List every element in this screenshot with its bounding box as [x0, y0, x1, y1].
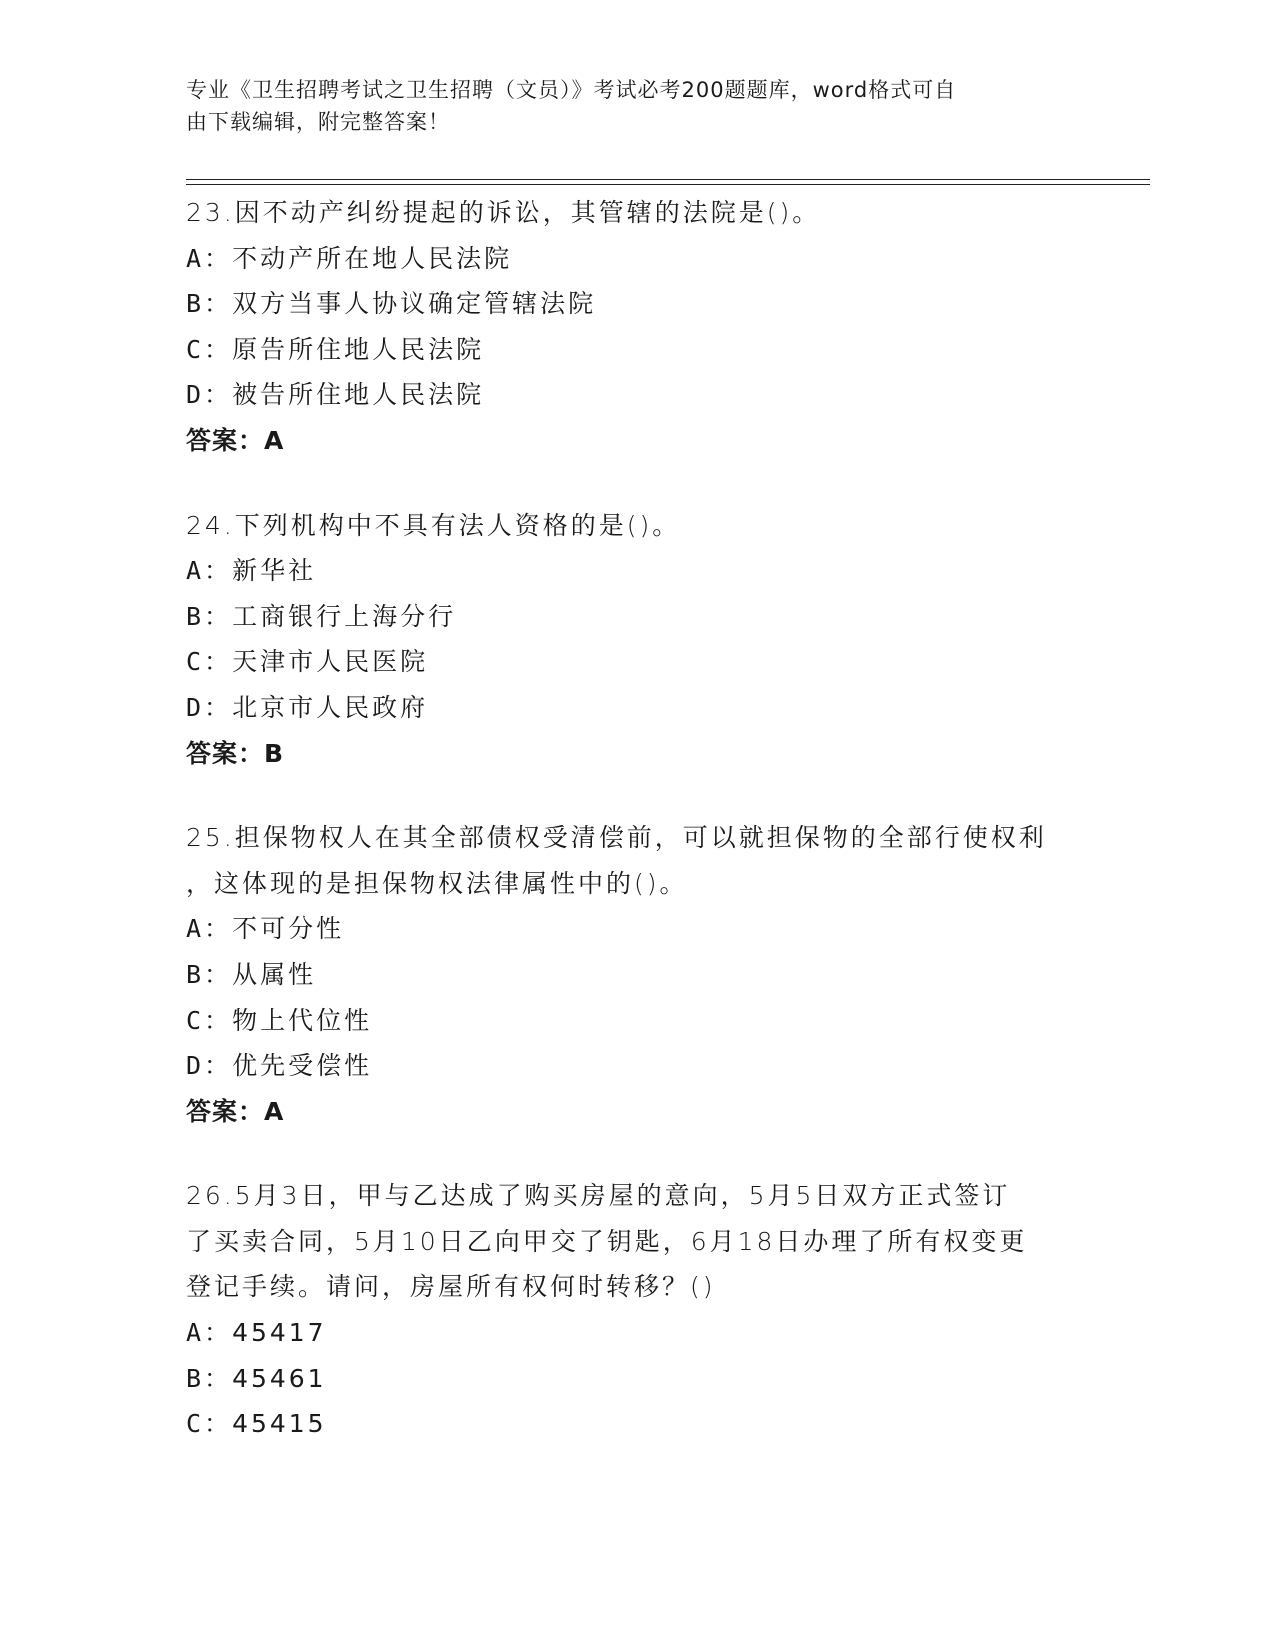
question-stem: 23.因不动产纠纷提起的诉讼，其管辖的法院是()。 — [186, 198, 821, 227]
option-key: D： — [186, 1051, 233, 1081]
question-25 — [186, 815, 1086, 1134]
option-key: C： — [186, 1005, 233, 1035]
option-text: 双方当事人协议确定管辖法院 — [232, 289, 597, 319]
document-header — [186, 74, 1066, 138]
answer-line: 答案：A — [186, 1096, 285, 1126]
option-text: 被告所住地人民法院 — [232, 380, 485, 410]
option-text: 不动产所在地人民法院 — [232, 243, 513, 273]
option-text: 不可分性 — [232, 914, 345, 944]
option-key: C： — [186, 334, 233, 364]
option-key: C： — [186, 1409, 233, 1439]
option-c — [186, 327, 1086, 373]
option-key: A： — [186, 914, 233, 944]
option-text: 北京市人民政府 — [232, 692, 429, 722]
option-key: A： — [186, 243, 233, 273]
question-24 — [186, 503, 1086, 777]
option-key: D： — [186, 380, 233, 410]
option-key: C： — [186, 647, 233, 677]
answer-line: 答案：A — [186, 425, 285, 455]
option-b — [186, 1356, 1086, 1402]
option-key: D： — [186, 692, 233, 722]
option-text: 45461 — [232, 1363, 327, 1393]
question-stem: 24.下列机构中不具有法人资格的是()。 — [186, 510, 681, 540]
question-stem-line: 了买卖合同，5月10日乙向甲交了钥匙，6月18日办理了所有权变更 — [186, 1226, 1028, 1256]
option-a — [186, 236, 1086, 282]
option-text: 新华社 — [232, 556, 317, 586]
option-b — [186, 281, 1086, 327]
option-text: 天津市人民医院 — [232, 647, 429, 677]
option-c — [186, 639, 1086, 685]
option-c — [186, 1401, 1086, 1447]
question-stem-line: ，这体现的是担保物权法律属性中的()。 — [186, 868, 688, 898]
option-d — [186, 685, 1086, 731]
option-text: 原告所住地人民法院 — [232, 334, 485, 364]
option-text: 45417 — [232, 1318, 327, 1348]
question-26 — [186, 1173, 1086, 1447]
option-key: B： — [186, 289, 233, 319]
option-b — [186, 952, 1086, 998]
option-text: 优先受偿性 — [232, 1051, 373, 1081]
option-d — [186, 1043, 1086, 1089]
header-divider-bottom — [186, 184, 1150, 185]
question-23 — [186, 190, 1086, 464]
header-divider-top — [186, 179, 1150, 180]
header-line-2: 由下载编辑，附完整答案！ — [186, 110, 450, 134]
answer-line: 答案：B — [186, 738, 285, 768]
question-stem-line: 25.担保物权人在其全部债权受清偿前，可以就担保物的全部行使权利 — [186, 823, 1047, 853]
header-line-1: 专业《卫生招聘考试之卫生招聘（文员）》考试必考200题题库，word格式可自 — [186, 78, 957, 102]
option-text: 45415 — [232, 1409, 327, 1439]
option-b — [186, 594, 1086, 640]
question-stem-line: 登记手续。请问，房屋所有权何时转移？() — [186, 1272, 716, 1302]
option-key: A： — [186, 556, 233, 586]
question-stem-line: 26.5月3日，甲与乙达成了购买房屋的意向，5月5日双方正式签订 — [186, 1181, 1011, 1211]
option-a — [186, 906, 1086, 952]
option-c — [186, 998, 1086, 1044]
option-key: B： — [186, 959, 233, 989]
question-list — [186, 190, 1086, 1486]
option-a — [186, 548, 1086, 594]
option-key: A： — [186, 1318, 233, 1348]
option-d — [186, 372, 1086, 418]
option-text: 物上代位性 — [232, 1005, 373, 1035]
option-text: 从属性 — [232, 959, 317, 989]
option-text: 工商银行上海分行 — [232, 601, 457, 631]
option-key: B： — [186, 601, 233, 631]
option-key: B： — [186, 1363, 233, 1393]
option-a — [186, 1310, 1086, 1356]
